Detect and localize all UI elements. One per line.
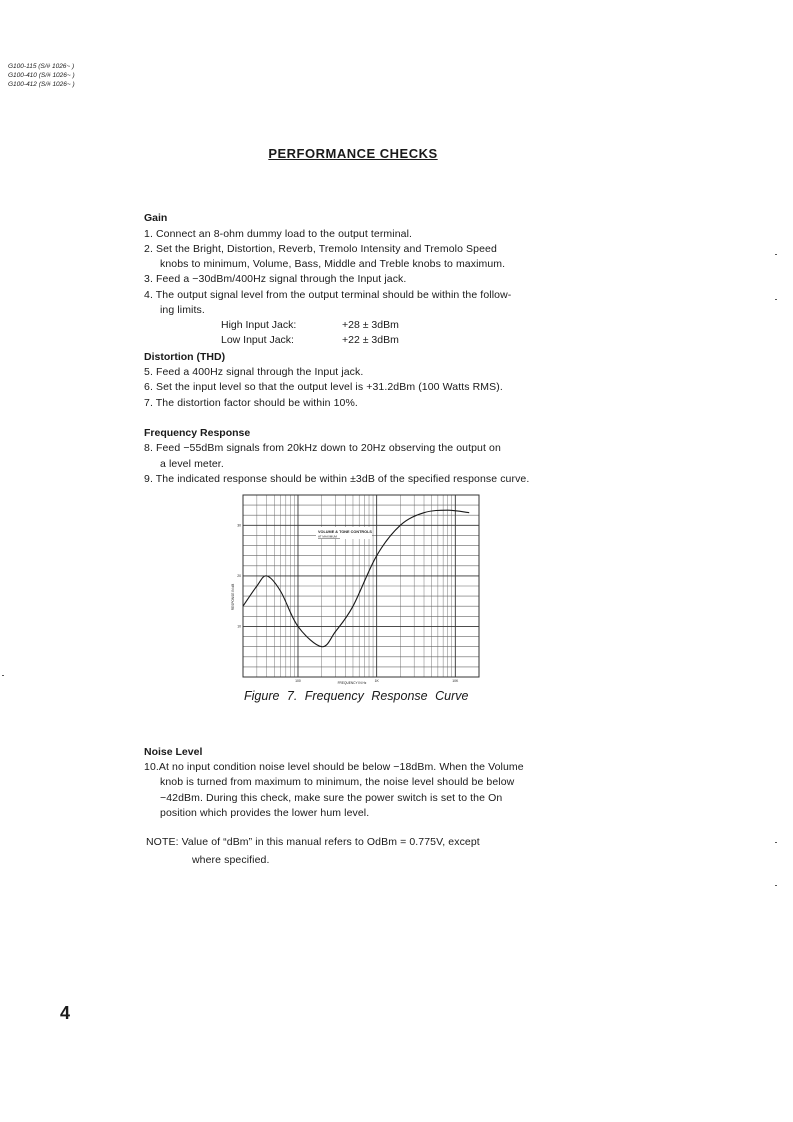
distortion-step: 7. The distortion factor should be within 10%. [144, 397, 358, 409]
x-axis-label: FREQUENCY IN Hz [337, 681, 367, 685]
limit-label: Low Input Jack: [221, 334, 294, 346]
model-id: G100-410 (S/# 1026~ ) [8, 72, 75, 79]
noise-heading: Noise Level [144, 746, 203, 758]
scan-speck [775, 254, 777, 255]
chart-tick-labels [237, 524, 459, 683]
gain-heading: Gain [144, 212, 168, 224]
scan-speck [775, 885, 777, 886]
note-text: NOTE: Value of “dBm” in this manual refers to OdBm = 0.775V, except [146, 836, 480, 848]
distortion-heading: Distortion (THD) [144, 351, 226, 363]
scan-speck [775, 842, 777, 843]
gain-step: 4. The output signal level from the output terminal should be within the follow- [144, 289, 512, 301]
model-id: G100-412 (S/# 1026~ ) [8, 81, 75, 88]
frequency-response-chart [228, 493, 484, 690]
frequency-step: 8. Feed −55dBm signals from 20kHz down to 20Hz observing the output on [144, 442, 501, 454]
distortion-step: 6. Set the input level so that the output level is +31.2dBm (100 Watts RMS). [144, 381, 503, 393]
figure-caption: Figure 7. Frequency Response Curve [244, 689, 469, 703]
scan-speck [2, 675, 4, 676]
chart-svg [228, 493, 484, 685]
noise-step-continued: knob is turned from maximum to minimum, the noise level should be below [160, 776, 515, 788]
y-tick-label: 20 [237, 574, 241, 579]
y-tick-label: 10 [237, 624, 241, 629]
x-tick-label: 1K [374, 679, 379, 683]
gain-step-continued: knobs to minimum, Volume, Bass, Middle and Treble knobs to maximum. [160, 258, 506, 270]
gain-step: 2. Set the Bright, Distortion, Reverb, Tremolo Intensity and Tremolo Speed [144, 243, 497, 255]
page-title: PERFORMANCE CHECKS [268, 146, 438, 161]
gain-step: 1. Connect an 8-ohm dummy load to the output terminal. [144, 228, 413, 240]
gain-step-continued: ing limits. [160, 304, 205, 316]
limit-label: High Input Jack: [221, 319, 297, 331]
chart-minor-grid [243, 495, 479, 677]
frequency-heading: Frequency Response [144, 427, 251, 439]
noise-step-continued: −42dBm. During this check, make sure the power switch is set to the On [160, 792, 503, 804]
note-text-continued: where specified. [192, 854, 270, 866]
gain-step: 3. Feed a −30dBm/400Hz signal through the Input jack. [144, 273, 407, 285]
y-tick-label: 30 [237, 523, 241, 528]
model-list [8, 62, 75, 89]
chart-annotation: VOLUME & TONE CONTROLS [318, 530, 372, 534]
model-id: G100-115 (S/# 1026~ ) [8, 63, 75, 70]
frequency-step: 9. The indicated response should be within ±3dB of the specified response curve. [144, 473, 530, 485]
scan-speck [775, 299, 777, 300]
limit-value: +28 ± 3dBm [342, 319, 399, 331]
x-tick-label: 10K [452, 679, 459, 683]
y-axis-label: RESPONSE IN dB [231, 583, 235, 611]
frequency-step-continued: a level meter. [160, 458, 224, 470]
noise-step-continued: position which provides the lower hum level. [160, 807, 370, 819]
x-tick-label: 100 [295, 679, 301, 683]
noise-step: 10.At no input condition noise level should be below −18dBm. When the Volume [144, 761, 524, 773]
page-number: 4 [60, 1003, 71, 1023]
chart-annotation: AT MAXIMUM [318, 534, 337, 539]
distortion-step: 5. Feed a 400Hz signal through the Input jack. [144, 366, 364, 378]
limit-value: +22 ± 3dBm [342, 334, 399, 346]
